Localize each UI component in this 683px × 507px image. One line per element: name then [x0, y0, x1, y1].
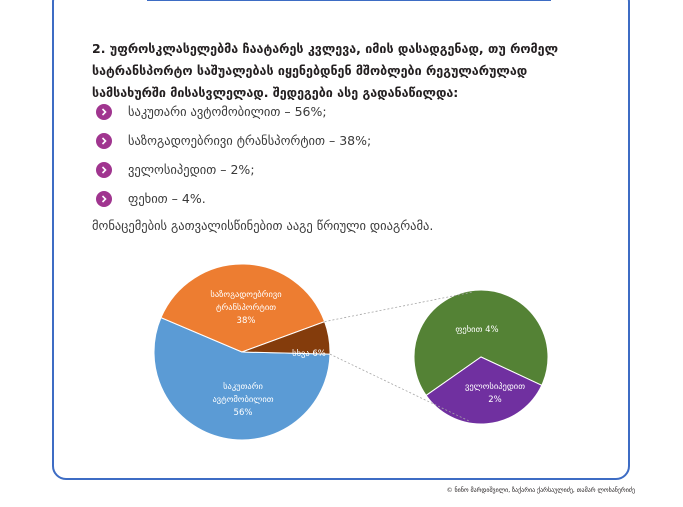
answer-text: ველოსიპედით – 2%;: [128, 162, 255, 177]
data-label: სხვა 6%: [292, 349, 326, 359]
answer-text: ფეხით – 4%.: [128, 191, 206, 206]
data-label: საკუთარი ავტომობილით 56%: [212, 382, 274, 418]
question-text: 2. უფროსკლასელებმა ჩაატარეს კვლევა, იმის დასადგენად, თუ რომელ სატრანსპორტო საშუალებას იყენებდნენ მშობლები რეგულარულად სამსახურში მისასვლელად. შედეგები ასე გადანაწილდა:: [92, 41, 559, 100]
answer-text: საზოგადოებრივი ტრანსპორტით – 38%;: [128, 133, 372, 148]
data-label: საზოგადოებრივი ტრანსპორტით 38%: [210, 290, 282, 326]
answer-text: საკუთარი ავტომობილით – 56%;: [128, 104, 327, 119]
copyright-credit: © ნინო მარდიშვილი, ზაქარია ქარსაულიძე, თამარ ლოხანერიძე: [446, 487, 635, 494]
data-label: ველოსიპედით 2%: [464, 382, 526, 405]
instruction-text: მონაცემების გათვალისწინებით ააგე წრიული დიაგრამა.: [92, 218, 434, 233]
data-label: ფეხით 4%: [455, 325, 499, 335]
